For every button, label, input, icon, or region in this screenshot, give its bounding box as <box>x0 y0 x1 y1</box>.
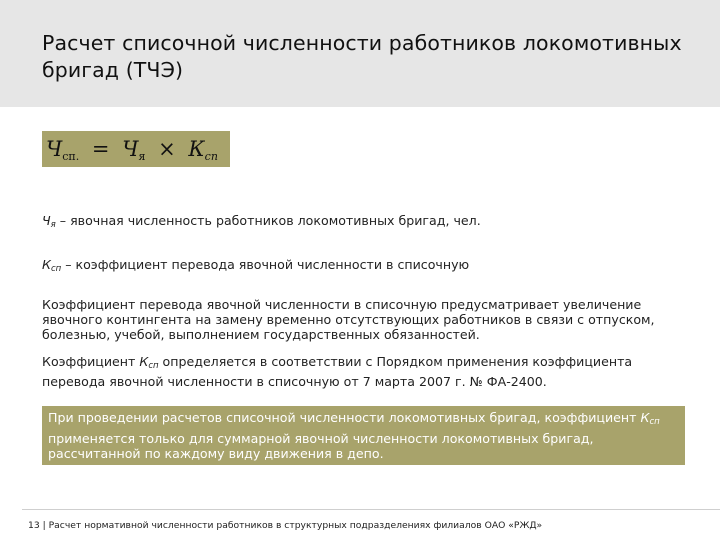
footer-text: 13 | Расчет нормативной численности работников в структурных подразделениях филиалов ОАО «РЖД» <box>28 520 543 531</box>
paragraph-symbol: К <box>139 354 149 369</box>
note-symbol: К <box>640 410 650 425</box>
formula-times: × <box>158 137 176 161</box>
slide-title: Расчет списочной численности работников локомотивных бригад (ТЧЭ) <box>42 31 682 82</box>
formula-factor2-symbol: К <box>188 137 205 161</box>
definition-item <box>42 257 469 274</box>
definition-symbol: К <box>42 257 51 272</box>
paragraph-text: Коэффициент <box>42 354 140 369</box>
paragraph-sub: сп <box>148 361 159 371</box>
formula-factor1-sub: я <box>138 150 146 163</box>
definition-sub: сп <box>50 264 62 274</box>
note-text <box>48 410 680 462</box>
note-sub: сп <box>649 417 660 427</box>
formula-lhs-symbol: Ч <box>46 137 63 161</box>
paragraph-coefficient-meaning: Коэффициент перевода явочной численности в списочную предусматривает увеличение явочного контингента на замену временно отсутствующих работников в связи с отпуском, болезнью, учебой, выполнением государственных обязанностей. <box>42 297 655 343</box>
definition-item <box>42 213 481 230</box>
formula-factor2-sub: сп <box>204 150 218 163</box>
definition-symbol: Ч <box>42 213 51 228</box>
paragraph-coefficient-source <box>42 354 687 389</box>
note-text-part: При проведении расчетов списочной численности локомотивных бригад, коэффициент <box>48 410 641 425</box>
paragraph-text: определяется в соответствии с Порядком применения коэффициента перевода явочной численности в списочную от 7 марта 2007 г. № ФА-2400. <box>42 354 633 390</box>
definition-text: – явочная численность работников локомотивных бригад, чел. <box>55 213 481 228</box>
definition-sub: я <box>50 220 56 230</box>
definition-text: – коэффициент перевода явочной численности в списочную <box>61 257 470 272</box>
formula-equals: = <box>91 137 110 161</box>
formula-factor1-symbol: Ч <box>122 137 139 161</box>
footer-divider <box>22 509 720 510</box>
formula-box <box>42 131 230 167</box>
formula-lhs-sub: сп. <box>62 150 80 163</box>
note-text-part: применяется только для суммарной явочной численности локомотивных бригад, рассчитанной по каждому виду движения в депо. <box>48 430 594 462</box>
